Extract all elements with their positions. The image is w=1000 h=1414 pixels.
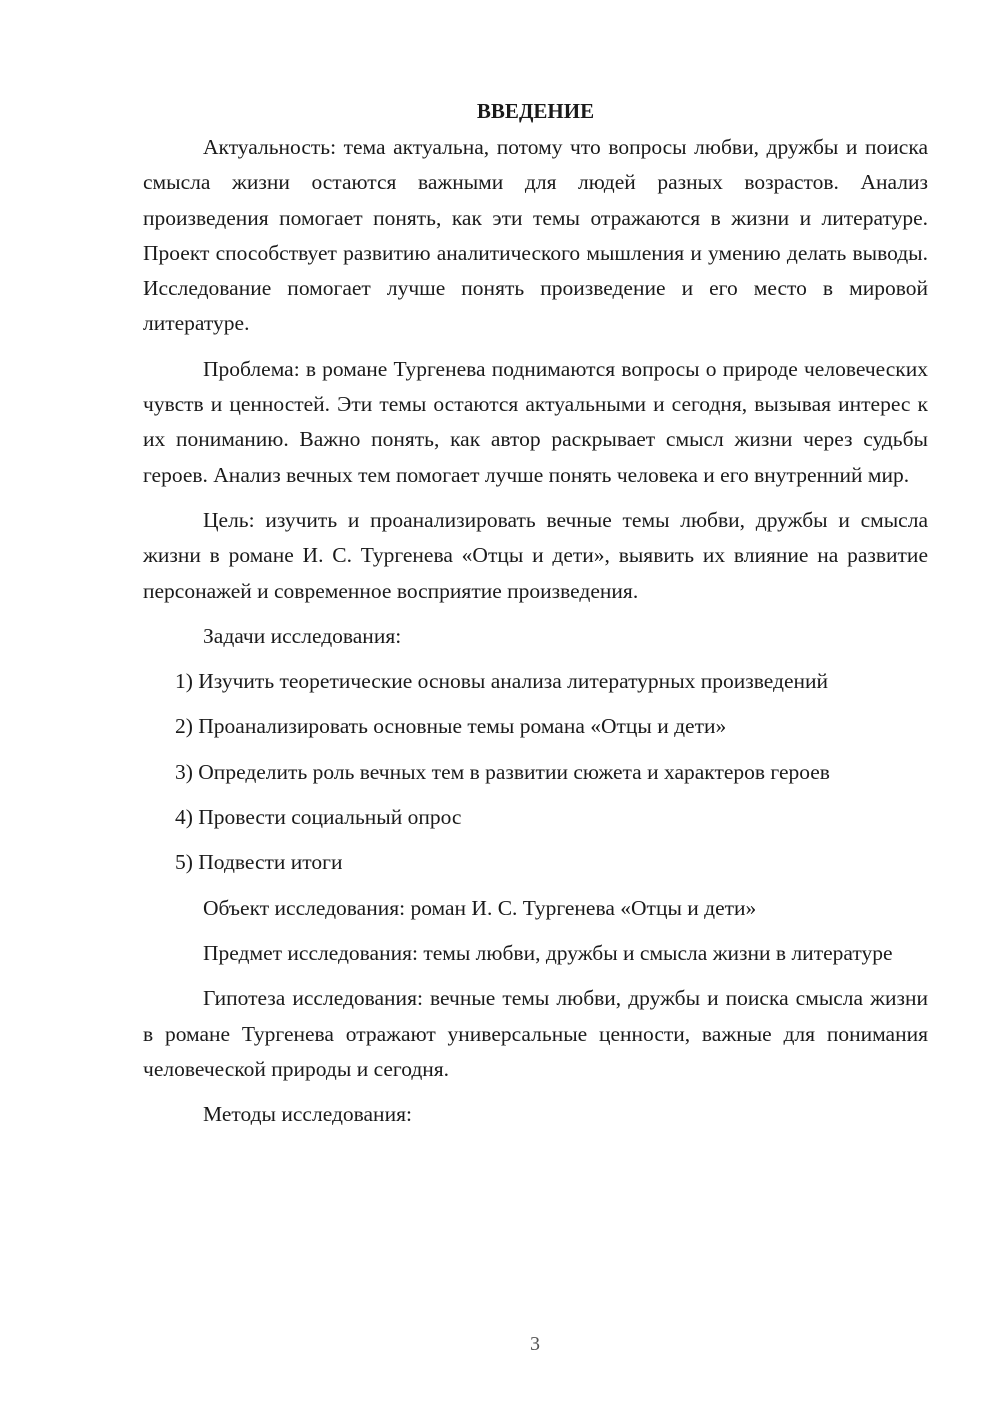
paragraph-object: Объект исследования: роман И. С. Тургенева «Отцы и дети» xyxy=(203,895,757,920)
task-item-3: 3) Определить роль вечных тем в развитии сюжета и характеров героев xyxy=(175,759,830,784)
section-title: ВВЕДЕНИЕ xyxy=(476,99,595,123)
page-number: 3 xyxy=(530,1333,540,1355)
task-item-5: 5) Подвести итоги xyxy=(175,850,343,875)
paragraph-methods: Методы исследования: xyxy=(203,1102,412,1127)
paragraph-problem: Проблема: в романе Тургенева поднимаются вопросы о природе человеческих чувств и ценностей. Эти темы остаются актуальными и сегодня, вызывая интерес к их пониманию. Важно понять, как автор раскрывает смысл жизни через судьбы героев. Анализ вечных тем помогает лучше понять человека и его внутренний мир. xyxy=(143,356,928,487)
task-item-4: 4) Провести социальный опрос xyxy=(175,805,462,830)
paragraph-goal: Цель: изучить и проанализировать вечные темы любви, дружбы и смысла жизни в романе И. С. Тургенева «Отцы и дети», выявить их влияние на развитие персонажей и современное восприятие произведения. xyxy=(143,507,928,603)
paragraph-subject: Предмет исследования: темы любви, дружбы и смысла жизни в литературе xyxy=(203,940,893,965)
paragraph-relevance: Актуальность: тема актуальна, потому что вопросы любви, дружбы и поиска смысла жизни остаются важными для людей разных возрастов. Анализ произведения помогает понять, как эти темы отражаются в жизни и литературе. Проект способствует развитию аналитического мышления и умению делать выводы. Исследование помогает лучше понять произведение и его место в мировой литературе. xyxy=(143,135,928,336)
task-item-1: 1) Изучить теоретические основы анализа литературных произведений xyxy=(175,669,829,694)
document-page xyxy=(143,96,928,1132)
paragraph-tasks-heading: Задачи исследования: xyxy=(203,623,402,648)
task-item-2: 2) Проанализировать основные темы романа «Отцы и дети» xyxy=(175,714,727,739)
paragraph-hypothesis: Гипотеза исследования: вечные темы любви, дружбы и поиска смысла жизни в романе Тургенева отражают универсальные ценности, важные для понимания человеческой природы и сегодня. xyxy=(143,986,928,1081)
